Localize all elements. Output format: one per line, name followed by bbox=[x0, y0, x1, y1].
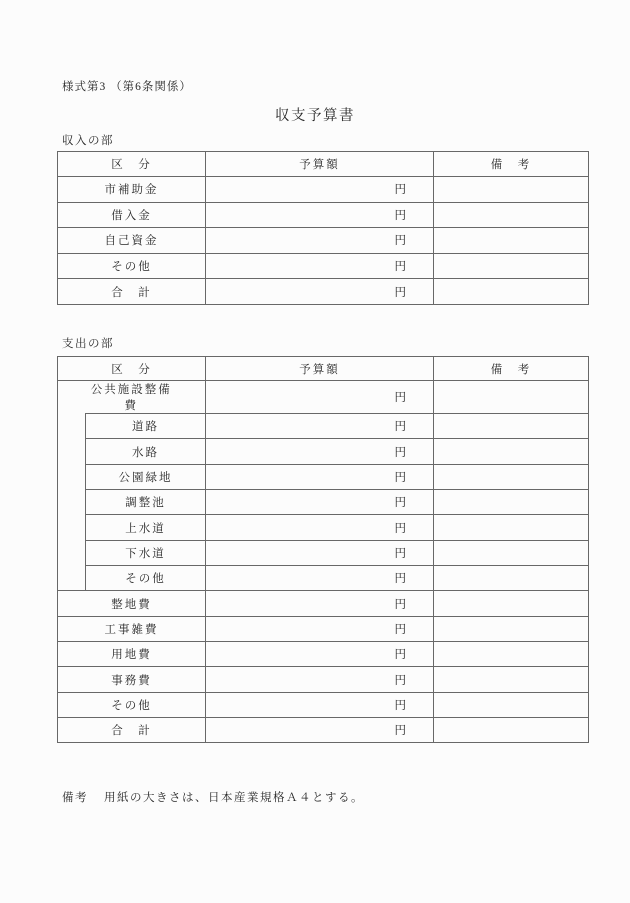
row-label: その他 bbox=[86, 566, 206, 591]
row-label: 自己資金 bbox=[58, 228, 206, 254]
budget-unit-cell: 円 bbox=[206, 381, 434, 414]
table-row-sub bbox=[58, 414, 589, 439]
income-header-budget: 予算額 bbox=[206, 152, 434, 177]
table-row-sub bbox=[58, 439, 589, 464]
row-label: その他 bbox=[58, 692, 206, 717]
table-row-sub bbox=[58, 540, 589, 565]
budget-unit-cell: 円 bbox=[206, 464, 434, 489]
budget-unit-cell: 円 bbox=[206, 642, 434, 667]
expenditure-header-remarks: 備 考 bbox=[434, 357, 589, 381]
document-title: 収支予算書 bbox=[275, 108, 355, 124]
row-label: 工事雑費 bbox=[58, 616, 206, 641]
budget-unit-cell: 円 bbox=[206, 692, 434, 717]
expenditure-header-row bbox=[58, 357, 589, 381]
remarks-cell bbox=[434, 464, 589, 489]
table-row bbox=[58, 253, 589, 279]
budget-unit-cell: 円 bbox=[206, 177, 434, 203]
row-label: 公園緑地 bbox=[86, 464, 206, 489]
budget-unit-cell: 円 bbox=[206, 540, 434, 565]
budget-unit-cell: 円 bbox=[206, 253, 434, 279]
budget-unit-cell: 円 bbox=[206, 490, 434, 515]
income-table bbox=[57, 151, 589, 305]
remarks-cell bbox=[434, 414, 589, 439]
remarks-cell bbox=[434, 202, 589, 228]
footer-note bbox=[62, 789, 364, 805]
row-label: 借入金 bbox=[58, 202, 206, 228]
row-label: 道路 bbox=[86, 414, 206, 439]
row-label: 用地費 bbox=[58, 642, 206, 667]
table-row-sub bbox=[58, 464, 589, 489]
expenditure-header-category: 区 分 bbox=[58, 357, 206, 381]
row-label: 公共施設整備費 bbox=[86, 381, 206, 414]
budget-unit-cell: 円 bbox=[206, 279, 434, 305]
income-header-remarks: 備 考 bbox=[434, 152, 589, 177]
row-label: 事務費 bbox=[58, 667, 206, 692]
table-row-total bbox=[58, 279, 589, 305]
remarks-cell bbox=[434, 439, 589, 464]
expenditure-section-label: 支出の部 bbox=[62, 338, 114, 350]
indent-strip bbox=[58, 381, 86, 414]
budget-unit-cell: 円 bbox=[206, 718, 434, 743]
row-label: 整地費 bbox=[58, 591, 206, 616]
budget-unit-cell: 円 bbox=[206, 202, 434, 228]
row-label: 市補助金 bbox=[58, 177, 206, 203]
table-row bbox=[58, 228, 589, 254]
table-row-sub bbox=[58, 566, 589, 591]
budget-unit-cell: 円 bbox=[206, 439, 434, 464]
remarks-cell bbox=[434, 540, 589, 565]
table-row bbox=[58, 667, 589, 692]
table-row-total bbox=[58, 718, 589, 743]
footer-note-label: 備考 bbox=[62, 792, 88, 804]
form-number-label: 様式第3 （第6条関係） bbox=[62, 81, 192, 93]
footer-note-text: 用紙の大きさは、日本産業規格Ａ４とする。 bbox=[104, 792, 364, 804]
table-row-sub bbox=[58, 515, 589, 540]
income-section-label: 収入の部 bbox=[62, 135, 114, 147]
budget-unit-cell: 円 bbox=[206, 228, 434, 254]
budget-unit-cell: 円 bbox=[206, 591, 434, 616]
remarks-cell bbox=[434, 642, 589, 667]
remarks-cell bbox=[434, 228, 589, 254]
remarks-cell bbox=[434, 566, 589, 591]
remarks-cell bbox=[434, 279, 589, 305]
budget-unit-cell: 円 bbox=[206, 414, 434, 439]
table-row bbox=[58, 202, 589, 228]
remarks-cell bbox=[434, 253, 589, 279]
remarks-cell bbox=[434, 591, 589, 616]
row-label: 合 計 bbox=[58, 718, 206, 743]
table-row bbox=[58, 616, 589, 641]
remarks-cell bbox=[434, 381, 589, 414]
indent-strip bbox=[58, 414, 86, 591]
budget-unit-cell: 円 bbox=[206, 667, 434, 692]
table-row bbox=[58, 692, 589, 717]
remarks-cell bbox=[434, 692, 589, 717]
remarks-cell bbox=[434, 718, 589, 743]
budget-unit-cell: 円 bbox=[206, 616, 434, 641]
row-label: その他 bbox=[58, 253, 206, 279]
row-label: 上水道 bbox=[86, 515, 206, 540]
table-row bbox=[58, 177, 589, 203]
row-label: 水路 bbox=[86, 439, 206, 464]
remarks-cell bbox=[434, 616, 589, 641]
remarks-cell bbox=[434, 490, 589, 515]
income-header-row bbox=[58, 152, 589, 177]
remarks-cell bbox=[434, 667, 589, 692]
row-label: 下水道 bbox=[86, 540, 206, 565]
budget-unit-cell: 円 bbox=[206, 566, 434, 591]
table-row-parent bbox=[58, 381, 589, 414]
income-header-category: 区 分 bbox=[58, 152, 206, 177]
table-row-sub bbox=[58, 490, 589, 515]
row-label: 合 計 bbox=[58, 279, 206, 305]
table-row bbox=[58, 591, 589, 616]
expenditure-table bbox=[57, 356, 589, 743]
remarks-cell bbox=[434, 515, 589, 540]
expenditure-header-budget: 予算額 bbox=[206, 357, 434, 381]
budget-unit-cell: 円 bbox=[206, 515, 434, 540]
table-row bbox=[58, 642, 589, 667]
remarks-cell bbox=[434, 177, 589, 203]
row-label: 調整池 bbox=[86, 490, 206, 515]
